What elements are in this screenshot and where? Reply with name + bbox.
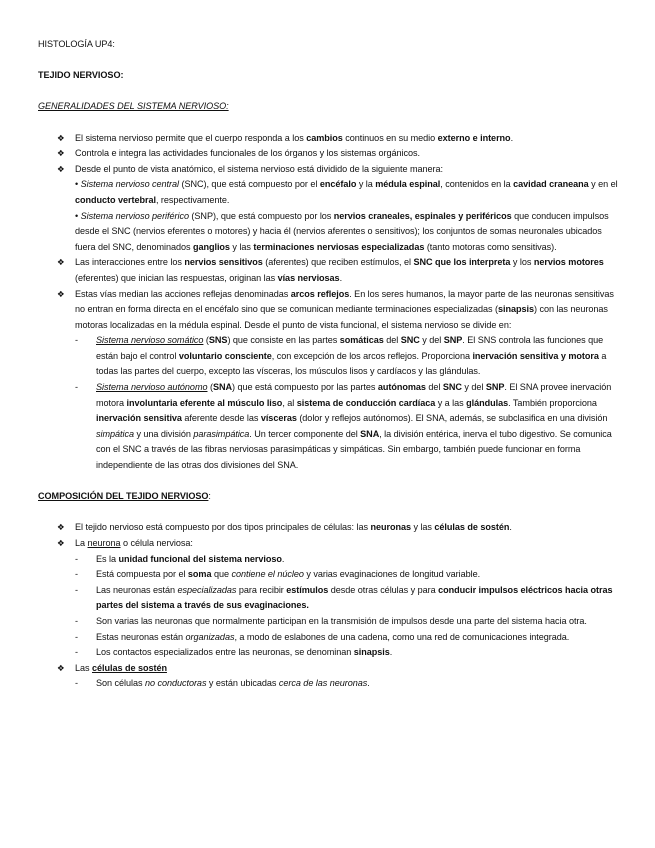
list-item: - Son varias las neuronas que normalmente participan en la transmisión de impulsos desde una parte del sistema hacia otra.: [75, 614, 623, 630]
diamond-bullet-icon: ❖: [57, 257, 65, 268]
doc-title: HISTOLOGÍA UP4:: [38, 39, 115, 49]
dash-bullet: -: [75, 631, 78, 642]
dash-bullet: -: [75, 335, 78, 346]
divisiones-list: [75, 333, 623, 473]
subtitle-generalidades: [38, 99, 623, 115]
dash-bullet: -: [75, 615, 78, 626]
list-item: - Las neuronas están especializadas para recibir estímulos desde otras células y para conducir impulsos eléctricos hacia otras partes del sistema a través de sus evaginaciones.: [75, 584, 613, 611]
document-body: [38, 37, 623, 692]
diamond-bullet-icon: ❖: [57, 288, 65, 299]
diamond-bullet-icon: ❖: [57, 538, 65, 548]
diamond-bullet-icon: ❖: [57, 132, 65, 143]
sna-item: - Sistema nervioso autónomo (SNA) que está compuesto por las partes autónomas del SNC y del SNP. El SNA provee inervación motora involuntaria eferente al músculo liso, al sistema de conducción cardíaca y a las glándulas. También proporciona inervación sensitiva aferente desde las vísceras (dolor y reflejos autónomos). El SNA, además, se subclasifica en una división simpática y una división parasimpática. Un tercer componente del SNA, la división entérica, inerva el tubo digestivo. Se comunica con el SNC a través de las fibras nerviosas parasimpáticas y simpáticas. Sin embargo, también puede funcionar en forma independiente de las otras dos divisiones del SNA.: [75, 382, 612, 471]
composicion-title: COMPOSICIÓN DEL TEJIDO NERVIOSO: [38, 491, 209, 502]
list-item: ❖ Controla e integra las actividades funcionales de los órganos y los sistemas orgánicos.: [38, 146, 623, 162]
list-item: ❖ El sistema nervioso permite que el cuerpo responda a los cambios continuos en su medio externo e interno.: [38, 131, 623, 147]
dash-bullet: -: [75, 678, 78, 689]
diamond-bullet-icon: ❖: [57, 522, 65, 533]
list-item: - Está compuesta por el soma que contiene el núcleo y varias evaginaciones de longitud variable.: [75, 567, 623, 583]
snp-paragraph: • Sistema nervioso periférico (SNP), que está compuesto por los nervios craneales, espinales y periféricos que conducen impulsos desde el SNC (nervios eferentes o motores) y hacia él (nervios aferentes o sensitivos); los conjuntos de somas neuronales ubicados fuera del SNC, denominados ganglios y las terminaciones nerviosas especializadas (tanto motoras como sensitivas).: [75, 210, 609, 252]
dash-bullet: -: [75, 382, 78, 393]
list-item: ❖ Las interacciones entre los nervios sensitivos (aferentes) que reciben estímulos, el SNC que los interpreta y los nervios motores (eferentes) que inician las respuestas, originan las vías nerviosas.: [57, 257, 604, 283]
list-item: ❖ Las células de sostén - Son células no conductoras y están ubicadas cerca de las neuronas.: [38, 661, 623, 692]
list-item: - Los contactos especializados entre las neuronas, se denominan sinapsis.: [75, 645, 623, 661]
diamond-bullet-icon: ❖: [57, 148, 65, 159]
list-item: - Estas neuronas están organizadas, a modo de eslabones de una cadena, como una red de comunicaciones integrada.: [75, 630, 623, 646]
composicion-list: [38, 520, 623, 692]
dash-bullet: -: [75, 569, 78, 580]
generalidades-list: [38, 131, 623, 474]
anatomy-intro: Desde el punto de vista anatómico, el sistema nervioso está dividido de la siguiente manera:: [75, 163, 443, 174]
diamond-bullet-icon: ❖: [57, 163, 65, 174]
snc-paragraph: • Sistema nervioso central (SNC), que está compuesto por el encéfalo y la médula espinal, contenidos en la cavidad craneana y en el conducto vertebral, respectivamente.: [75, 179, 618, 205]
dash-bullet: -: [75, 553, 78, 564]
subtitle-text: GENERALIDADES DEL SISTEMA NERVIOSO:: [38, 101, 229, 112]
sosten-list: [75, 676, 623, 692]
list-item: ❖ Estas vías median las acciones reflejas denominadas arcos reflejos. En los seres humanos, la mayor parte de las neuronas sensitivas no entran en forma directa en el encéfalo sino que se comunican mediante terminaciones especializadas (sinapsis) con las neuronas motoras localizadas en la médula espinal. Desde el punto de vista funcional, el sistema nervioso se divide en: - Sistema nervioso somático (SNS) que consiste en las partes somáticas del SNC y del SNP. El SNS controla las funciones que están bajo el control voluntario consciente, con excepción de los arcos reflejos. Proporciona inervación sensitiva y motora a todas las partes del cuerpo, excepto las vísceras, los músculos lisos y cardíacos y las glándulas. - Sistema nervioso autónomo (SNA) que está compuesto por las partes autónomas del SNC y del SNP. El SNA provee inervación motora involuntaria eferente al músculo liso, al sistema de conducción cardíaca y a las glándulas. También proporciona inervación sensitiva aferente desde las vísceras (dolor y reflejos autónomos). El SNA, además, se subclasifica en una división simpática y una división parasimpática. Un tercer componente del SNA, la división entérica, inerva el tubo digestivo. Se comunica con el SNC a través de las fibras nerviosas parasimpáticas y simpáticas. Sin embargo, también puede funcionar en forma independiente de las otras dos divisiones del SNA.: [38, 287, 623, 474]
dash-bullet: -: [75, 584, 78, 595]
list-item: ❖ La neurona o célula nerviosa: - Es la unidad funcional del sistema nervioso. - Está compuesta por el soma que contiene el núcleo y varias evaginaciones de longitud variable. - Las neuronas están especializadas para recibir estímulos desde otras células y para conducir impulsos eléctricos hacia otras partes del sistema a través de sus evaginaciones. - Son varias las neuronas que normalmente participan en la transmisión de impulsos desde una parte del sistema hacia otra. - Estas neuronas están organizadas, a modo de eslabones de una cadena, como una red de comunicaciones integrada. - Los contactos especializados entre las neuronas, se denominan sinapsis.: [38, 536, 623, 661]
neurona-list: [75, 552, 623, 661]
dash-bullet: -: [75, 647, 78, 658]
list-item: - Es la unidad funcional del sistema nervioso.: [75, 552, 623, 568]
list-item: - Son células no conductoras y están ubicadas cerca de las neuronas.: [75, 676, 623, 692]
composicion-heading: COMPOSICIÓN DEL TEJIDO NERVIOSO:: [38, 491, 211, 502]
diamond-bullet-icon: ❖: [57, 662, 65, 673]
list-item: [38, 162, 623, 256]
section-title: TEJIDO NERVIOSO:: [38, 70, 124, 81]
list-item: ❖ El tejido nervioso está compuesto por dos tipos principales de células: las neuronas y las células de sostén.: [38, 520, 623, 536]
sns-item: - Sistema nervioso somático (SNS) que consiste en las partes somáticas del SNC y del SNP. El SNS controla las funciones que están bajo el control voluntario consciente, con excepción de los arcos reflejos. Proporciona inervación sensitiva y motora a todas las partes del cuerpo, excepto las vísceras, los músculos lisos y cardíacos y las glándulas.: [75, 335, 607, 377]
